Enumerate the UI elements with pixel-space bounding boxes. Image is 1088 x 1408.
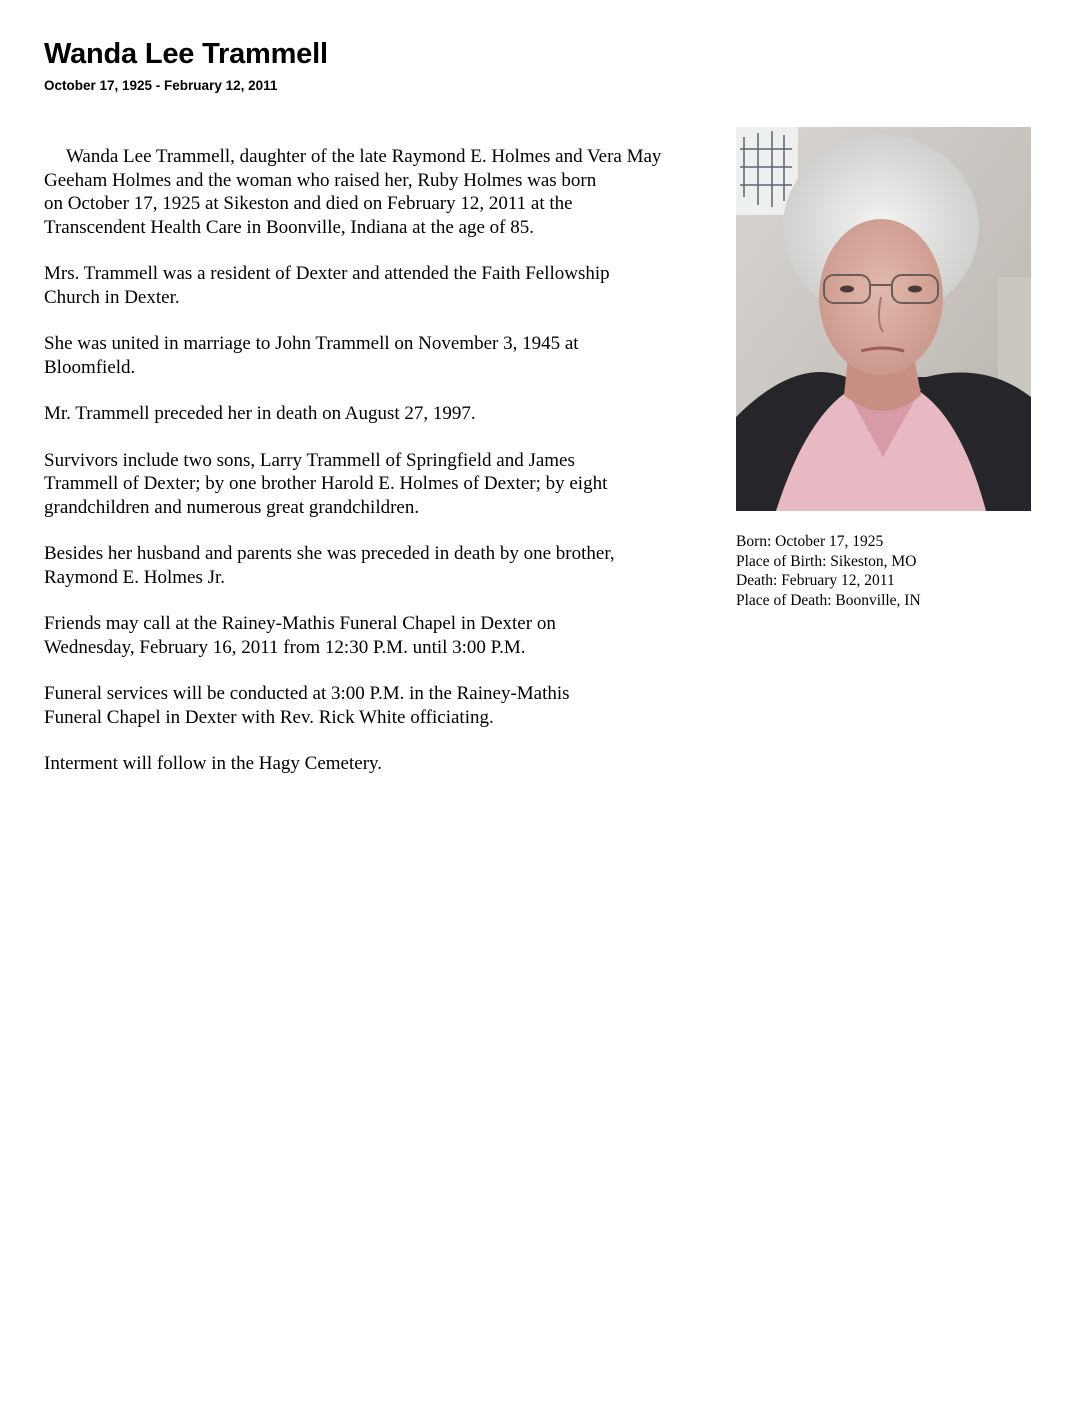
- death-fact: Death: February 12, 2011: [736, 572, 895, 589]
- paragraph-interment: Interment will follow in the Hagy Cemetery.: [44, 753, 383, 774]
- paragraph-preceded: Besides her husband and parents she was preceded in death by one brother, Raymond E. Holmes Jr.: [44, 543, 615, 588]
- paragraph-residence: Mrs. Trammell was a resident of Dexter and attended the Faith Fellowship Church in Dexter.: [44, 263, 610, 308]
- vital-facts: [736, 532, 1066, 610]
- place-of-death-fact: Place of Death: Boonville, IN: [736, 591, 921, 609]
- obituary-text: [44, 145, 744, 799]
- paragraph-visitation: Friends may call at the Rainey-Mathis Funeral Chapel in Dexter on Wednesday, February 16, 2011 from 12:30 P.M. until 3:00 P.M.: [44, 613, 556, 658]
- portrait-photo: [736, 127, 1031, 511]
- born-fact: Born: October 17, 1925: [736, 533, 884, 550]
- paragraph-parents-birth-death: Wanda Lee Trammell, daughter of the late Raymond E. Holmes and Vera May Geeham Holmes and the woman who raised her, Ruby Holmes was born on October 17, 1925 at Sikeston and died on February 12, 2011 at the Transcendent Health Care in Boonville, Indiana at the age of 85.: [44, 146, 662, 238]
- paragraph-funeral-service: Funeral services will be conducted at 3:00 P.M. in the Rainey-Mathis Funeral Chapel in Dexter with Rev. Rick White officiating.: [44, 683, 570, 728]
- paragraph-survivors: Survivors include two sons, Larry Trammell of Springfield and James Trammell of Dexter; by one brother Harold E. Holmes of Dexter; by eight grandchildren and numerous great grandchildren.: [44, 449, 608, 518]
- life-dates: October 17, 1925 - February 12, 2011: [44, 78, 278, 93]
- paragraph-marriage: She was united in marriage to John Trammell on November 3, 1945 at Bloomfield.: [44, 333, 579, 378]
- place-of-birth-fact: Place of Birth: Sikeston, MO: [736, 552, 917, 570]
- paragraph-husband-death: Mr. Trammell preceded her in death on August 27, 1997.: [44, 403, 476, 424]
- page-title: Wanda Lee Trammell: [44, 38, 328, 70]
